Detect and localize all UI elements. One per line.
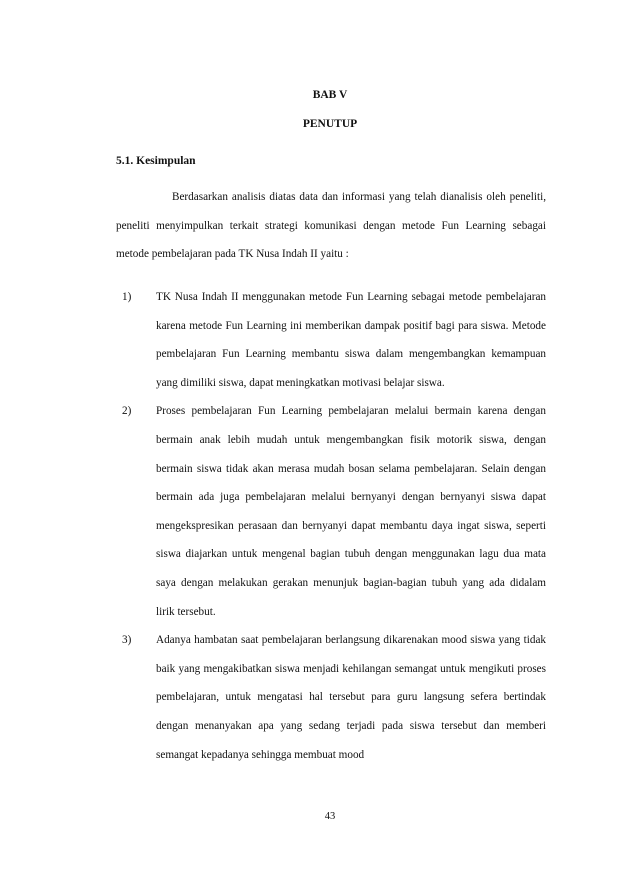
list-item	[122, 626, 546, 769]
chapter-title: PENUTUP	[302, 118, 358, 130]
conclusion-list	[122, 283, 546, 769]
list-item-number: 1)	[122, 291, 132, 303]
chapter-label: BAB V	[312, 89, 348, 101]
list-item-text: Proses pembelajaran Fun Learning pembelajaran melalui bermain karena dengan bermain anak lebih mudah untuk mengembangkan fisik motorik siswa, dengan bermain siswa tidak akan merasa mudah bosan selama pembelajaran. Selain dengan bermain ada juga pembelajaran melalui bernyanyi dengan bernyanyi siswa dapat mengekspresikan perasaan dan bernyanyi dapat membantu daya ingat siswa, seperti siswa diajarkan untuk mengenal bagian tubuh dengan menggunakan lagu dua mata saya dengan melakukan gerakan menunjuk bagian-bagian tubuh yang ada didalam lirik tersebut.	[156, 405, 546, 618]
list-item-text: Adanya hambatan saat pembelajaran berlangsung dikarenakan mood siswa yang tidak baik yang mengakibatkan siswa menjadi kehilangan semangat untuk mengikuti proses pembelajaran, untuk mengatasi hal tersebut para guru langsung sefera bertindak dengan menanyakan apa yang sedang terjadi pada siswa tersebut dan memberi semangat kepadanya sehingga membuat mood	[156, 634, 546, 761]
list-item	[122, 397, 546, 626]
list-item-number: 3)	[122, 634, 132, 647]
page-number: 43	[324, 811, 336, 822]
list-item	[122, 283, 546, 397]
list-item-text: TK Nusa Indah II menggunakan metode Fun Learning sebagai metode pembelajaran karena metode Fun Learning ini memberikan dampak positif bagi para siswa. Metode pembelajaran Fun Learning membantu siswa dalam mengembangkan kemampuan yang dimiliki siswa, dapat meningkatkan motivasi belajar siswa.	[156, 291, 546, 389]
intro-paragraph: Berdasarkan analisis diatas data dan informasi yang telah dianalisis oleh peneliti, peneliti menyimpulkan terkait strategi komunikasi dengan metode Fun Learning sebagai metode pembelajaran pada TK Nusa Indah II yaitu :	[116, 191, 546, 261]
section-heading: 5.1. Kesimpulan	[116, 155, 196, 167]
list-item-number: 2)	[122, 405, 132, 418]
